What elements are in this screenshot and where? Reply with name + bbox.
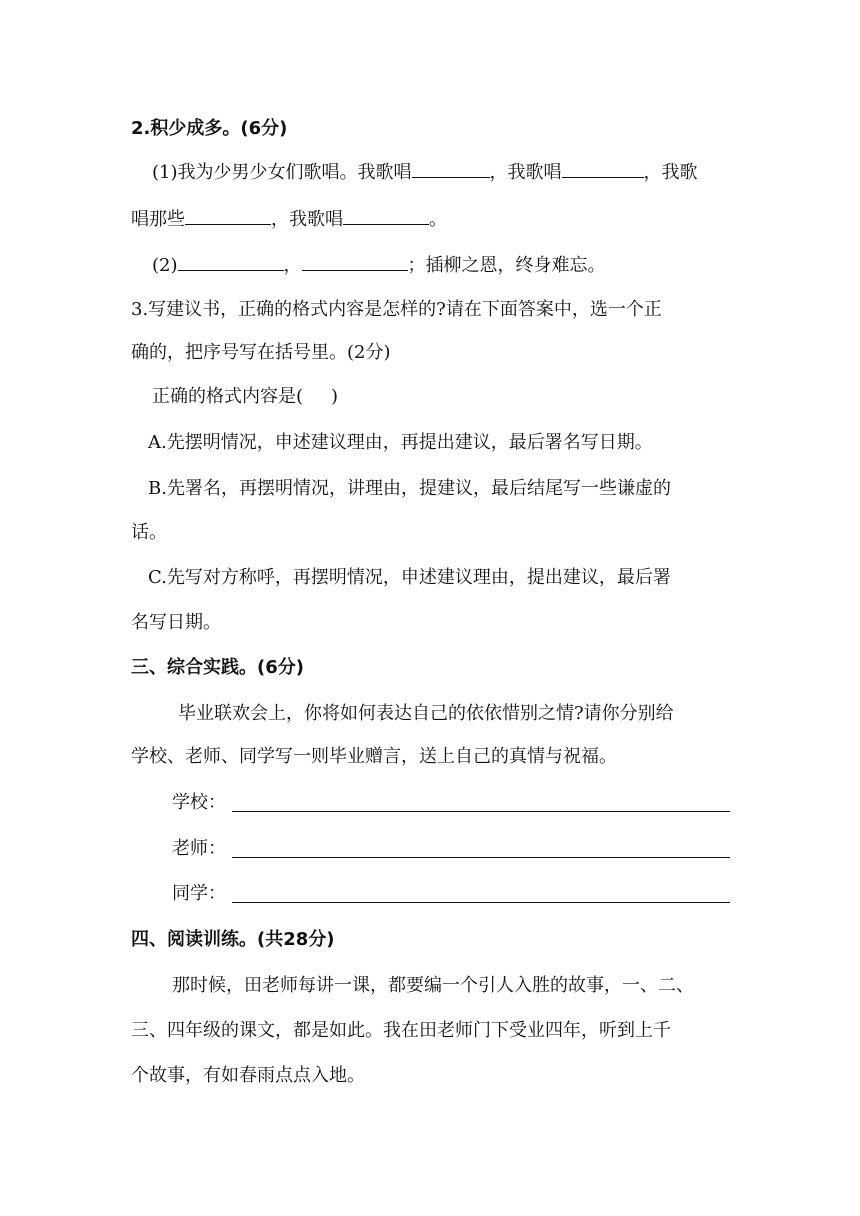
q3-prompt-close: )	[331, 386, 339, 407]
classmate-answer-line[interactable]	[232, 902, 730, 903]
q2-text: ，我歌唱	[271, 209, 343, 230]
section3-line1: 毕业联欢会上，你将如何表达自己的依依惜别之情?请你分别给	[178, 703, 674, 724]
q3-option-b-line1: B.先署名，再摆明情况，讲理由，提建议，最后结尾写一些谦虚的	[148, 478, 671, 499]
reading-line1: 那时候，田老师每讲一课，都要编一个引人入胜的故事，一、二、	[172, 975, 694, 996]
q2-part1-line2	[131, 206, 447, 233]
school-label: 学校：	[172, 792, 226, 813]
section3-line2: 学校、老师、同学写一则毕业赠言，送上自己的真情与祝福。	[131, 746, 617, 767]
section3-heading: 三、综合实践。(6分)	[131, 657, 304, 678]
school-answer-line[interactable]	[232, 811, 730, 812]
answer-blank[interactable]	[302, 252, 408, 271]
q2-text: (2)	[152, 255, 178, 276]
classmate-label: 同学：	[172, 883, 226, 904]
q2-text: ；插柳之恩，终身难忘。	[407, 255, 606, 276]
answer-blank[interactable]	[412, 159, 490, 178]
q2-part2	[152, 252, 606, 279]
q2-text: 唱那些	[131, 209, 185, 230]
answer-blank[interactable]	[343, 206, 429, 225]
q3-option-c-line1: C.先写对方称呼，再摆明情况，申述建议理由，提出建议，最后署	[148, 567, 671, 588]
teacher-label: 老师：	[172, 838, 226, 859]
q2-text: ，我歌唱	[489, 162, 562, 183]
q2-heading: 2.积少成多。(6分)	[131, 118, 288, 139]
q3-prompt	[152, 384, 338, 410]
answer-blank[interactable]	[185, 206, 271, 225]
q3-option-a: A.先摆明情况，申述建议理由，再提出建议，最后署名写日期。	[148, 432, 653, 453]
reading-line2: 三、四年级的课文，都是如此。我在田老师门下受业四年，听到上千	[131, 1020, 671, 1041]
q2-text: ，我歌	[643, 162, 698, 183]
q3-option-c-line2: 名写日期。	[131, 612, 221, 633]
q2-text: 。	[429, 209, 447, 230]
teacher-answer-line[interactable]	[232, 857, 730, 858]
q2-text: ，	[283, 255, 302, 276]
q2-text: (1)我为少男少女们歌唱。我歌唱	[152, 162, 412, 183]
q3-option-b-line2: 话。	[131, 522, 167, 543]
q2-part1-line1	[152, 159, 698, 186]
q3-prompt-text: 正确的格式内容是(	[152, 386, 304, 407]
section4-heading: 四、阅读训练。(共28分)	[131, 929, 335, 950]
q3-line2: 确的，把序号写在括号里。(2分)	[131, 342, 391, 363]
answer-blank[interactable]	[562, 159, 644, 178]
reading-line3: 个故事，有如春雨点点入地。	[131, 1065, 365, 1086]
q3-line1: 3.写建议书，正确的格式内容是怎样的?请在下面答案中，选一个正	[131, 299, 662, 320]
answer-blank[interactable]	[178, 252, 284, 271]
